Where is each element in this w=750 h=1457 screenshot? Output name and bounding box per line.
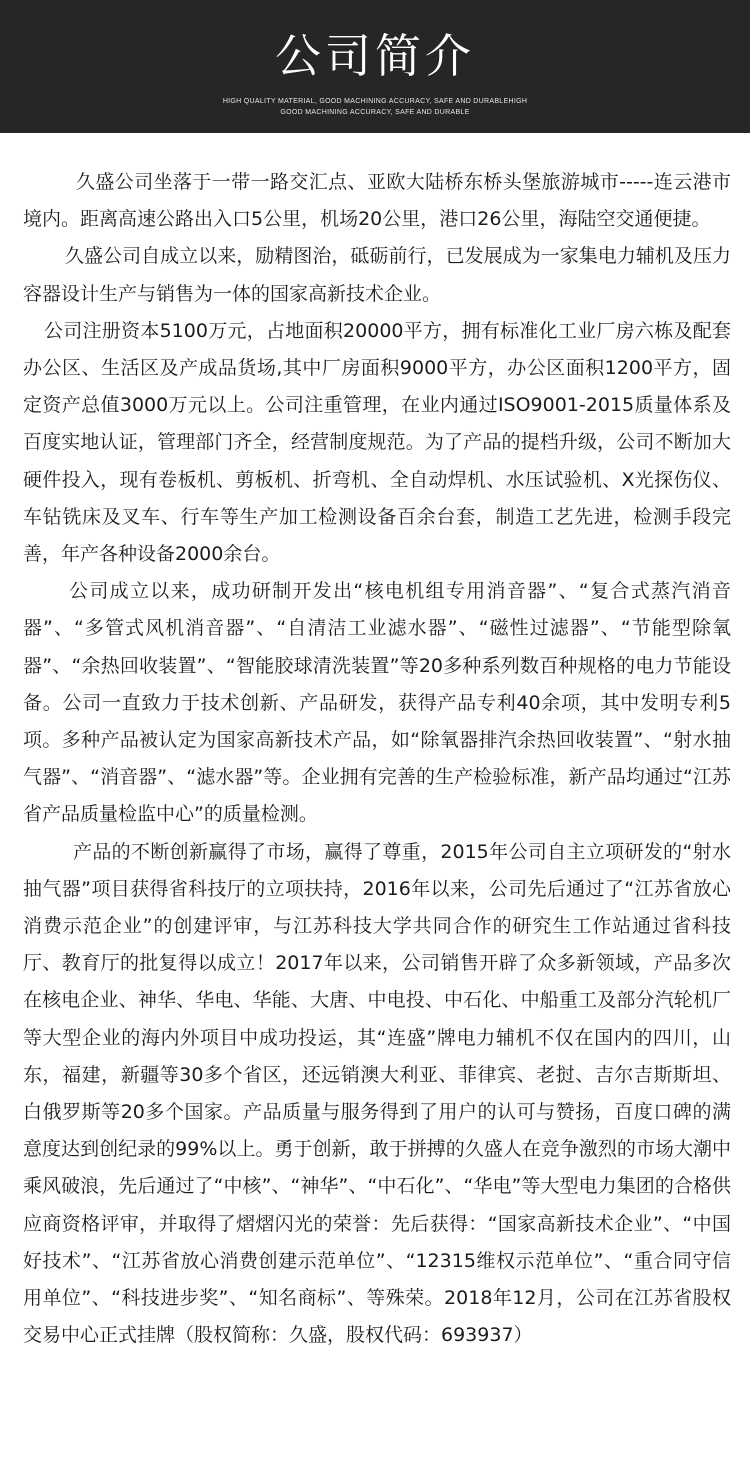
page-title: 公司简介 bbox=[275, 29, 475, 83]
company-intro-body bbox=[23, 164, 731, 1355]
header-subtitle bbox=[0, 96, 750, 118]
paragraph-founding: 久盛公司自成立以来，励精图治，砥砺前行，已发展成为一家集电力辅机及压力容器设计生产与销售为一体的国家高新技术企业。 bbox=[23, 245, 731, 305]
paragraph-location: 久盛公司坐落于一带一路交汇点、亚欧大陆桥东桥头堡旅游城市-----连云港市境内。距离高速公路出入口5公里，机场20公里，港口26公里，海陆空交通便捷。 bbox=[23, 171, 731, 231]
header-subtitle-line-2: GOOD MACHINING ACCURACY, SAFE AND DURABLE bbox=[280, 109, 470, 116]
paragraph-market-honors: 产品的不断创新赢得了市场，赢得了尊重，2015年公司自主立项研发的“射水抽气器”项目获得省科技厅的立项扶持，2016年以来，公司先后通过了“江苏省放心消费示范企业”的创建评审，与江苏科技大学共同合作的研究生工作站通过省科技厅、教育厅的批复得以成立！2017年以来，公司销售开辟了众多新领域，产品多次在核电企业、神华、华电、华能、大唐、中电投、中石化、中船重工及部分汽轮机厂等大型企业的海内外项目中成功投运，其“连盛”牌电力辅机不仅在国内的四川，山东，福建，新疆等30多个省区，还远销澳大利亚、菲律宾、老挝、吉尔吉斯斯坦、白俄罗斯等20多个国家。产品质量与服务得到了用户的认可与赞扬，百度口碑的满意度达到创纪录的99%以上。勇于创新，敢于拼搏的久盛人在竞争激烈的市场大潮中乘风破浪，先后通过了“中核”、“神华”、“中石化”、“华电”等大型电力集团的合格供应商资格评审，并取得了熠熠闪光的荣誉：先后获得：“国家高新技术企业”、“中国好技术”、“江苏省放心消费创建示范单位”、“12315维权示范单位”、“重合同守信用单位”、“科技进步奖”、“知名商标”、等殊荣。2018年12月，公司在江苏省股权交易中心正式挂牌（股权简称：久盛，股权代码：693937） bbox=[23, 840, 731, 1347]
paragraph-capital-facilities: 公司注册资本5100万元，占地面积20000平方，拥有标准化工业厂房六栋及配套办公区、生活区及产成品货场,其中厂房面积9000平方，办公区面积1200平方，固定资产总值3000万元以上。公司注重管理，在业内通过ISO9001-2015质量体系及百度实地认证，管理部门齐全，经营制度规范。为了产品的提档升级，公司不断加大硬件投入，现有卷板机、剪板机、折弯机、全自动焊机、水压试验机、X光探伤仪、车钻铣床及叉车、行车等生产加工检测设备百余台套，制造工艺先进，检测手段完善，年产各种设备2000余台。 bbox=[23, 319, 731, 566]
header-banner bbox=[0, 0, 750, 133]
header-subtitle-line-1: HIGH QUALITY MATERIAL, GOOD MACHINING ACCURACY, SAFE AND DURABLEHIGH bbox=[222, 98, 528, 105]
paragraph-products-rd: 公司成立以来，成功研制开发出“核电机组专用消音器”、“复合式蒸汽消音器”、“多管式风机消音器”、“自清洁工业滤水器”、“磁性过滤器”、“节能型除氧器”、“余热回收装置”、“智能胶球清洗装置”等20多种系列数百种规格的电力节能设备。公司一直致力于技术创新、产品研发，获得产品专利40余项，其中发明专利5项。多种产品被认定为国家高新技术产品，如“除氧器排汽余热回收装置”、“射水抽气器”、“消音器”、“滤水器”等。企业拥有完善的生产检验标准，新产品均通过“江苏省产品质量检监中心”的质量检测。 bbox=[23, 580, 731, 826]
